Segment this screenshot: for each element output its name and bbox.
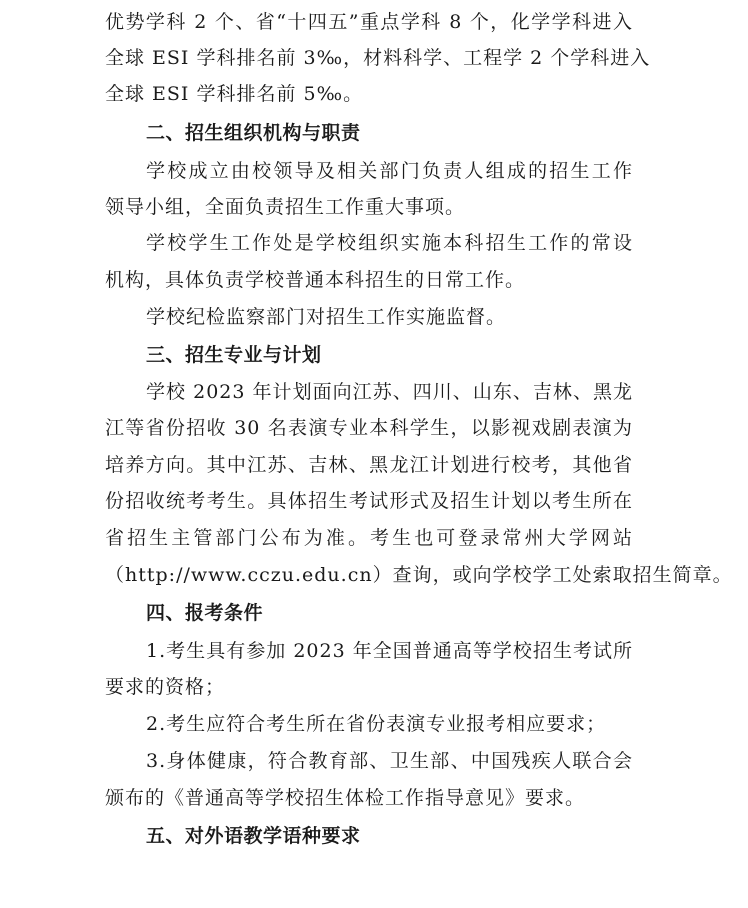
body-text-line: 领导小组，全面负责招生工作重大事项。 — [105, 196, 466, 218]
body-text-line: 1.考生具有参加 2023 年全国普通高等学校招生考试所 — [146, 640, 633, 662]
body-text-line: 要求的资格； — [105, 676, 226, 698]
body-text-line: 学校学生工作处是学校组织实施本科招生工作的常设 — [146, 232, 633, 254]
body-text-line: 全球 ESI 学科排名前 5‰。 — [105, 83, 364, 105]
section-heading: 二、招生组织机构与职责 — [146, 122, 361, 144]
section-heading: 四、报考条件 — [146, 602, 264, 624]
body-text-line: 机构，具体负责学校普通本科招生的日常工作。 — [105, 269, 526, 291]
body-text-line: 培养方向。其中江苏、吉林、黑龙江计划进行校考，其他省 — [105, 454, 633, 476]
body-text-line: 全球 ESI 学科排名前 3‰，材料科学、工程学 2 个学科进入 — [105, 47, 651, 69]
body-text-line: 学校纪检监察部门对招生工作实施监督。 — [146, 306, 507, 328]
body-text-line: 江等省份招收 30 名表演专业本科学生，以影视戏剧表演为 — [105, 417, 633, 439]
body-text-line: （http://www.cczu.edu.cn）查询，或向学校学工处索取招生简章。 — [105, 564, 733, 586]
body-text-line: 学校 2023 年计划面向江苏、四川、山东、吉林、黑龙 — [146, 381, 633, 403]
section-heading: 五、对外语教学语种要求 — [146, 825, 361, 847]
body-text-line: 省招生主管部门公布为准。考生也可登录常州大学网站 — [105, 527, 633, 549]
body-text-line: 份招收统考考生。具体招生考试形式及招生计划以考生所在 — [105, 490, 633, 512]
body-text-line: 2.考生应符合考生所在省份表演专业报考相应要求； — [146, 713, 607, 735]
body-text-line: 3.身体健康，符合教育部、卫生部、中国残疾人联合会 — [146, 750, 633, 772]
body-text-line: 学校成立由校领导及相关部门负责人组成的招生工作 — [146, 160, 633, 182]
section-heading: 三、招生专业与计划 — [146, 344, 322, 366]
body-text-line: 颁布的《普通高等学校招生体检工作指导意见》要求。 — [105, 787, 586, 809]
body-text-line: 优势学科 2 个、省“十四五”重点学科 8 个，化学学科进入 — [105, 11, 633, 33]
